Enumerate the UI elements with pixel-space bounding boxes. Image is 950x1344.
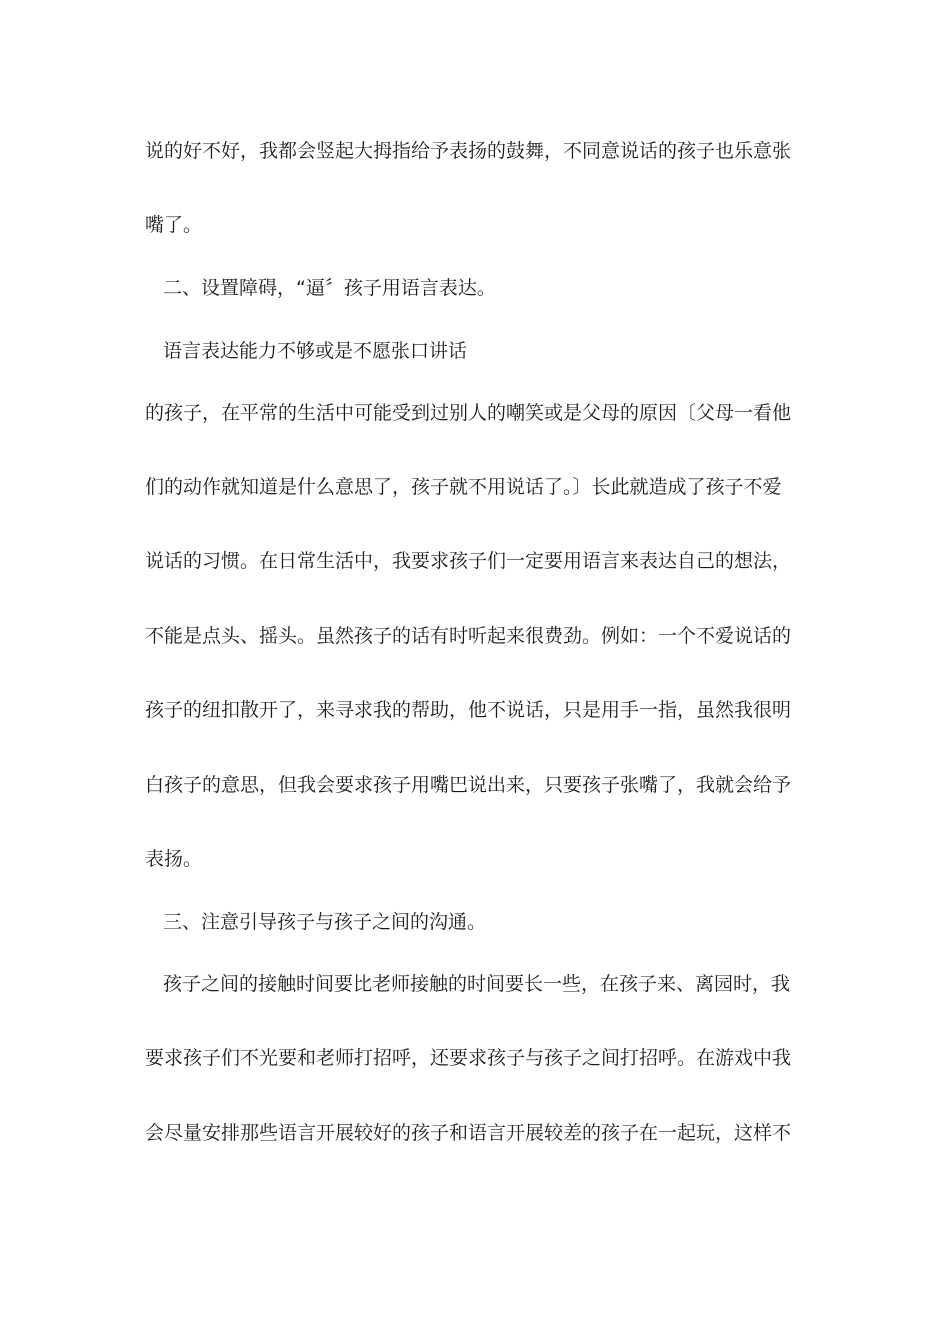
- text-line: 说的好不好，我都会竖起大拇指给予表扬的鼓舞，不同意说话的孩子也乐意张: [145, 140, 792, 162]
- text-line: 孩子的纽扣散开了，来寻求我的帮助，他不说话，只是用手一指，虽然我很明: [145, 699, 792, 721]
- text-line: 嘴了。: [145, 214, 203, 236]
- text-line: 会尽量安排那些语言开展较好的孩子和语言开展较差的孩子在一起玩，这样不: [145, 1122, 792, 1144]
- text-line: 语言表达能力不够或是不愿张口讲话: [163, 340, 468, 362]
- text-line: 白孩子的意思，但我会要求孩子用嘴巴说出来，只要孩子张嘴了，我就会给予: [145, 774, 792, 796]
- text-line: 的孩子，在平常的生活中可能受到过别人的嘲笑或是父母的原因〔父母一看他: [145, 402, 792, 424]
- text-line: 说话的习惯。在日常生活中，我要求孩子们一定要用语言来表达自己的想法，: [145, 550, 792, 572]
- text-line: 表扬。: [145, 848, 203, 870]
- text-line: 不能是点头、摇头。虽然孩子的话有时听起来很费劲。例如：一个不爱说话的: [145, 625, 792, 647]
- text-line: 要求孩子们不光要和老师打招呼，还要求孩子与孩子之间打招呼。在游戏中我: [145, 1047, 792, 1069]
- section-heading: 三、注意引导孩子与孩子之间的沟通。: [163, 911, 487, 933]
- text-line: 孩子之间的接触时间要比老师接触的时间要长一些，在孩子来、离园时，我: [163, 973, 791, 995]
- section-heading: 二、设置障碍，“逼〞孩子用语言表达。: [163, 277, 496, 299]
- text-line: 们的动作就知道是什么意思了，孩子就不用说话了。〕长此就造成了孩子不爱: [145, 476, 782, 498]
